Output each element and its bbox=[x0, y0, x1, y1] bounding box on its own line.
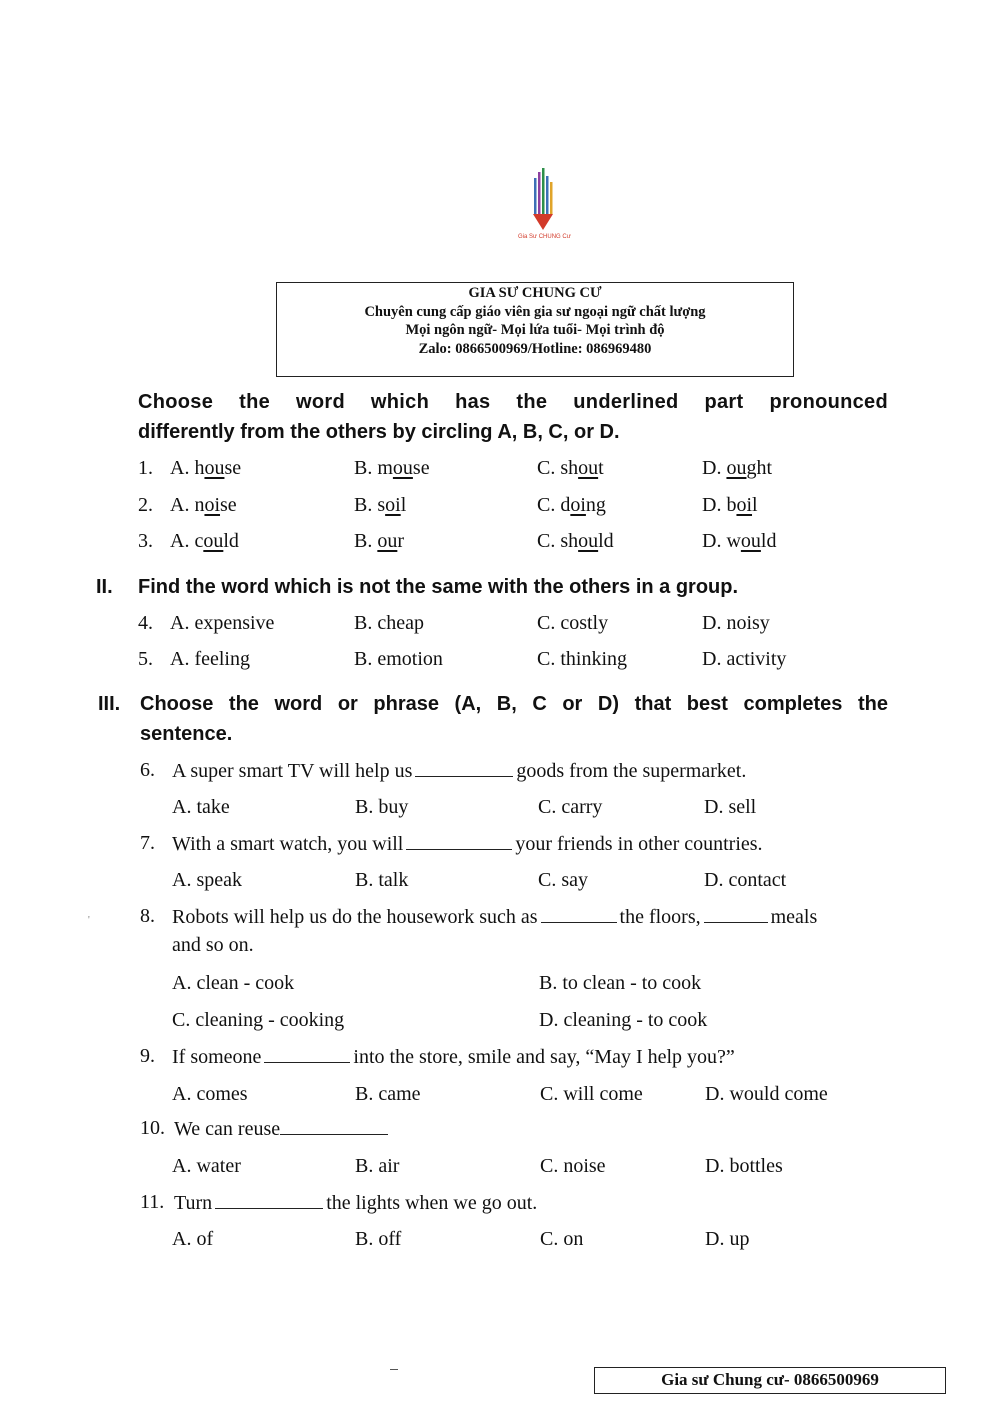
answer-option[interactable]: B. off bbox=[355, 1228, 402, 1250]
answer-option[interactable] bbox=[170, 493, 237, 517]
answer-option[interactable]: B. cheap bbox=[354, 612, 424, 634]
answer-blank[interactable] bbox=[280, 1116, 388, 1135]
logo-caption: Gia Sư CHUNG Cư bbox=[518, 234, 571, 240]
option-prefix: C. sh bbox=[537, 457, 579, 479]
option-prefix: C. sh bbox=[537, 530, 579, 552]
answer-blank[interactable] bbox=[541, 904, 617, 923]
option-prefix: B. s bbox=[354, 494, 386, 516]
question-9-before: If someone bbox=[172, 1046, 262, 1068]
option-prefix: B. bbox=[354, 530, 378, 552]
footer-text: Gia sư Chung cư- 0866500969 bbox=[661, 1370, 879, 1389]
question-9-text bbox=[172, 1044, 735, 1069]
answer-option[interactable]: C. noise bbox=[540, 1155, 606, 1177]
section2-instruction-text: Find the word which is not the same with the others in a group. bbox=[138, 576, 739, 598]
question-number: 11. bbox=[140, 1191, 165, 1213]
option-suffix: ld bbox=[598, 530, 614, 552]
option-suffix: l bbox=[400, 494, 407, 516]
option-suffix: ng bbox=[585, 494, 606, 516]
question-number: 9. bbox=[140, 1045, 155, 1067]
question-8-after: meals bbox=[770, 906, 818, 928]
question-10-before: We can reuse bbox=[174, 1118, 281, 1140]
question-8-middle: the floors, bbox=[619, 906, 701, 928]
section3-roman: III. bbox=[98, 693, 121, 715]
underlined-part: ou bbox=[578, 457, 599, 479]
answer-blank[interactable] bbox=[215, 1190, 323, 1209]
question-6-text bbox=[172, 758, 746, 783]
answer-option[interactable]: A. speak bbox=[172, 869, 242, 891]
section3-instruction bbox=[98, 689, 888, 749]
section3-instruction-line2: sentence. bbox=[140, 723, 233, 745]
answer-option[interactable]: B. came bbox=[355, 1083, 421, 1105]
section1-instruction-line2: differently from the others by circling A, B, C, or D. bbox=[138, 421, 620, 443]
underlined-part: oi bbox=[385, 494, 401, 516]
header-subtitle: Mọi ngôn ngữ- Mọi lứa tuổi- Mọi trình độ bbox=[405, 322, 665, 338]
option-suffix: ld bbox=[760, 530, 777, 552]
question-number: 3. bbox=[138, 530, 153, 552]
question-number: 1. bbox=[138, 457, 153, 479]
answer-option[interactable]: A. expensive bbox=[170, 612, 275, 634]
question-number: 7. bbox=[140, 832, 155, 854]
answer-option[interactable]: D. sell bbox=[704, 796, 757, 818]
stray-mark: ' bbox=[88, 915, 90, 926]
answer-blank[interactable] bbox=[406, 831, 512, 850]
option-prefix: A. c bbox=[170, 530, 204, 552]
header-tagline: Chuyên cung cấp giáo viên gia sư ngoại ngữ chất lượng bbox=[364, 303, 706, 320]
option-prefix: D. bbox=[702, 457, 727, 479]
question-number: 4. bbox=[138, 612, 153, 634]
answer-option[interactable] bbox=[537, 529, 614, 553]
question-6-before: A super smart TV will help us bbox=[172, 760, 413, 782]
option-suffix: se bbox=[412, 457, 430, 479]
question-9-after: into the store, smile and say, “May I help you?” bbox=[353, 1046, 735, 1068]
question-number: 2. bbox=[138, 494, 153, 516]
question-number: 6. bbox=[140, 759, 155, 781]
option-prefix: D. w bbox=[702, 530, 741, 552]
answer-option[interactable]: B. talk bbox=[355, 869, 409, 891]
question-7-text bbox=[172, 831, 763, 856]
question-8-text bbox=[172, 904, 817, 929]
option-prefix: B. m bbox=[354, 457, 393, 479]
question-11-after: the lights when we go out. bbox=[326, 1192, 538, 1214]
underlined-part: ou bbox=[578, 530, 599, 552]
answer-option[interactable]: D. activity bbox=[702, 648, 787, 670]
answer-blank[interactable] bbox=[704, 904, 768, 923]
answer-option[interactable]: B. emotion bbox=[354, 648, 443, 670]
header-box bbox=[276, 282, 794, 377]
answer-blank[interactable] bbox=[415, 758, 513, 777]
answer-option[interactable]: A. water bbox=[172, 1155, 241, 1177]
underlined-part: ou bbox=[740, 530, 761, 552]
answer-option[interactable] bbox=[354, 456, 430, 480]
answer-option[interactable]: B. air bbox=[355, 1155, 400, 1177]
option-prefix: A. h bbox=[170, 457, 205, 479]
option-suffix: ld bbox=[223, 530, 239, 552]
answer-option[interactable] bbox=[702, 529, 776, 553]
question-8-line2: and so on. bbox=[172, 934, 254, 956]
option-suffix: ght bbox=[746, 457, 773, 479]
answer-option[interactable] bbox=[170, 456, 241, 480]
underlined-part: oi bbox=[736, 494, 753, 516]
question-number: 5. bbox=[138, 648, 153, 670]
pencil-logo-icon bbox=[531, 168, 555, 232]
underlined-part: oi bbox=[570, 494, 586, 516]
page-dash bbox=[390, 1369, 398, 1370]
answer-option[interactable]: C. on bbox=[540, 1228, 584, 1250]
section1-instruction-line1: Choose the word which has the underlined part pronounced bbox=[138, 391, 888, 413]
section2-roman: II. bbox=[96, 576, 113, 598]
answer-option[interactable]: A. comes bbox=[172, 1083, 248, 1105]
answer-option[interactable]: C. cleaning - cooking bbox=[172, 1009, 345, 1031]
footer-box bbox=[594, 1367, 946, 1394]
header-contact: Zalo: 0866500969/Hotline: 086969480 bbox=[418, 340, 652, 357]
underlined-part: ou bbox=[203, 530, 224, 552]
option-suffix: l bbox=[752, 494, 758, 516]
answer-option[interactable]: C. thinking bbox=[537, 648, 628, 670]
answer-option[interactable]: D. contact bbox=[704, 869, 787, 891]
question-11-text bbox=[174, 1190, 537, 1215]
question-number: 10. bbox=[140, 1117, 165, 1139]
option-prefix: A. n bbox=[170, 494, 205, 516]
answer-option[interactable] bbox=[702, 493, 758, 517]
answer-option[interactable]: A. take bbox=[172, 796, 230, 818]
answer-option[interactable]: C. carry bbox=[538, 796, 603, 818]
underlined-part: ou bbox=[204, 457, 225, 479]
answer-option[interactable]: D. bottles bbox=[705, 1155, 783, 1177]
answer-blank[interactable] bbox=[264, 1044, 350, 1063]
question-6-after: goods from the supermarket. bbox=[516, 760, 747, 782]
option-suffix: se bbox=[224, 457, 242, 479]
answer-option[interactable] bbox=[537, 456, 604, 480]
answer-option[interactable]: B. to clean - to cook bbox=[539, 972, 702, 994]
underlined-part: oi bbox=[204, 494, 221, 516]
underlined-part: ou bbox=[726, 457, 747, 479]
question-7-after: your friends in other countries. bbox=[515, 833, 763, 855]
answer-option[interactable] bbox=[702, 456, 772, 480]
answer-option[interactable]: D. would come bbox=[705, 1083, 828, 1105]
answer-option[interactable] bbox=[537, 493, 606, 517]
answer-option[interactable]: D. noisy bbox=[702, 612, 770, 634]
question-8-before: Robots will help us do the housework such as bbox=[172, 906, 538, 928]
underlined-part: ou bbox=[392, 457, 413, 479]
question-11-before: Turn bbox=[174, 1192, 213, 1214]
question-7-before: With a smart watch, you will bbox=[172, 833, 404, 855]
option-prefix: D. b bbox=[702, 494, 737, 516]
answer-option[interactable]: A. of bbox=[172, 1228, 214, 1250]
answer-option[interactable]: A. clean - cook bbox=[172, 972, 295, 994]
question-10-text bbox=[174, 1116, 391, 1141]
option-suffix: se bbox=[220, 494, 237, 516]
logo bbox=[518, 168, 571, 254]
question-number: 8. bbox=[140, 905, 155, 927]
underlined-part: ou bbox=[377, 530, 398, 552]
header-title: GIA SƯ CHUNG CƯ bbox=[468, 285, 602, 301]
answer-option[interactable]: D. cleaning - to cook bbox=[539, 1009, 708, 1031]
answer-option[interactable]: C. say bbox=[538, 869, 588, 891]
answer-option[interactable]: D. up bbox=[705, 1228, 750, 1250]
answer-option[interactable]: C. will come bbox=[540, 1083, 643, 1105]
answer-option[interactable] bbox=[354, 529, 404, 553]
section1-instruction bbox=[138, 387, 888, 447]
answer-option[interactable]: C. costly bbox=[537, 612, 609, 634]
answer-option[interactable]: A. feeling bbox=[170, 648, 250, 670]
section3-instruction-line1: Choose the word or phrase (A, B, C or D) that best completes the bbox=[140, 693, 888, 715]
option-prefix: C. d bbox=[537, 494, 571, 516]
section2-instruction bbox=[96, 572, 739, 602]
answer-option[interactable] bbox=[170, 529, 239, 553]
answer-option[interactable] bbox=[354, 493, 406, 517]
option-suffix: t bbox=[598, 457, 604, 479]
answer-option[interactable]: B. buy bbox=[355, 796, 409, 818]
option-suffix: r bbox=[397, 530, 405, 552]
